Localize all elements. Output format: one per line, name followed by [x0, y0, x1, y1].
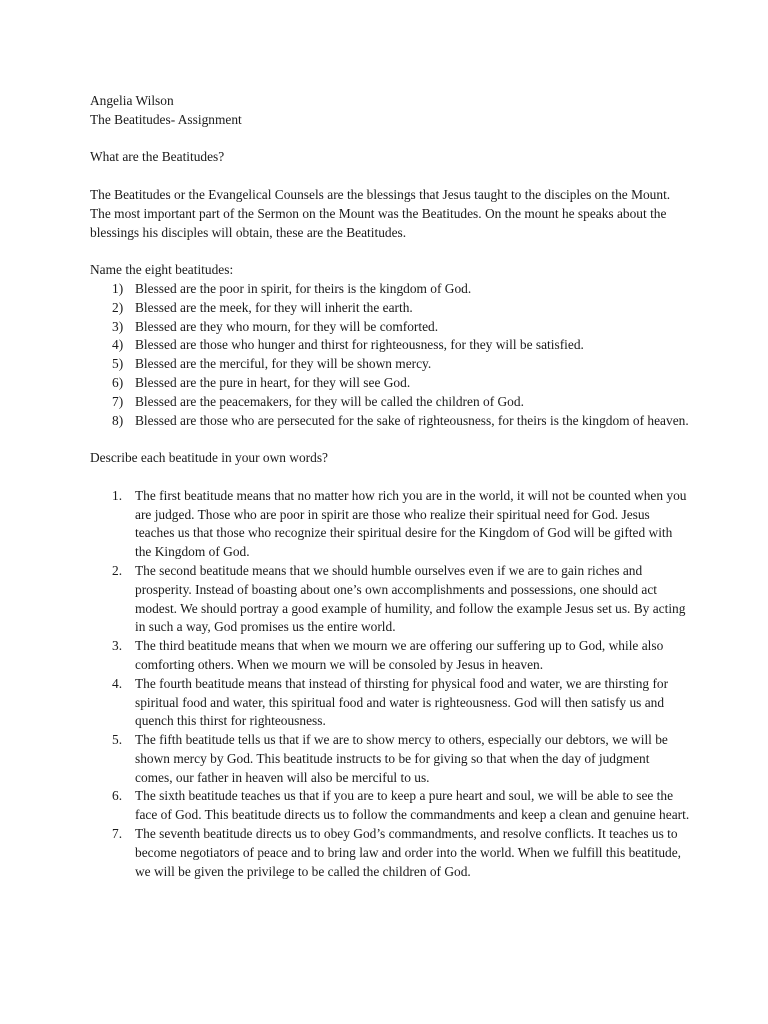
list-item-number: 7)	[112, 393, 124, 409]
list-item	[90, 562, 690, 637]
list-item-number: 4)	[112, 337, 124, 353]
list-item	[90, 412, 690, 431]
list-item	[90, 355, 690, 374]
answer-what-are-beatitudes: The Beatitudes or the Evangelical Counsels are the blessings that Jesus taught to the disciples on the Mount. The most important part of the Sermon on the Mount was the Beatitudes. On the mount he speaks about the blessings his disciples will obtain, these are the Beatitudes.	[90, 186, 671, 240]
list-item-text: The sixth beatitude teaches us that if you are to keep a pure heart and soul, we will be able to see the face of God. This beatitude directs us to follow the commandments and keep a clean and genuine heart.	[135, 788, 690, 823]
list-item-text: Blessed are the pure in heart, for they will see God.	[135, 374, 411, 390]
list-item	[90, 336, 690, 355]
list-item	[90, 374, 690, 393]
list-item	[90, 731, 690, 787]
list-item	[90, 318, 690, 337]
list-item-number: 1.	[112, 487, 123, 503]
list-item-text: The fifth beatitude tells us that if we are to show mercy to others, especially our debtors, we will be shown mercy by God. This beatitude instructs to be for giving so that when the day of judgment comes, our father in heaven will also be merciful to us.	[135, 732, 668, 785]
list-item-text: Blessed are those who hunger and thirst for righteousness, for they will be satisfied.	[135, 337, 584, 353]
list-item-number: 8)	[112, 412, 124, 428]
list-item-number: 5.	[112, 732, 123, 748]
list-item-text: Blessed are the poor in spirit, for theirs is the kingdom of God.	[135, 280, 472, 296]
list-item-text: The seventh beatitude directs us to obey God’s commandments, and resolve conflicts. It teaches us to become negotiators of peace and to bring law and order into the world. When we fulfill this beatitude, we will be given the privilege to be called the children of God.	[135, 826, 681, 879]
list-item	[90, 280, 690, 299]
spacer	[90, 167, 690, 186]
list-item	[90, 393, 690, 412]
list-item-number: 6.	[112, 788, 123, 804]
document-page	[90, 92, 690, 881]
list-item	[90, 487, 690, 562]
spacer	[90, 468, 690, 487]
question-describe-beatitudes: Describe each beatitude in your own words?	[90, 450, 328, 466]
list-item-text: The third beatitude means that when we mourn we are offering our suffering up to God, while also comforting others. When we mourn we will be consoled by Jesus in heaven.	[135, 638, 664, 672]
question-name-eight-beatitudes: Name the eight beatitudes:	[90, 262, 234, 278]
assignment-title: The Beatitudes- Assignment	[90, 111, 242, 127]
list-item-text: The fourth beatitude means that instead of thirsting for physical food and water, we are thirsting for spiritual food and water, this spiritual food and water is righteousness. God will then satisfy us and quench this thirst for righteousness.	[135, 675, 669, 729]
author-name: Angelia Wilson	[90, 93, 174, 108]
list-item-text: Blessed are the merciful, for they will be shown mercy.	[135, 356, 432, 372]
list-item-number: 5)	[112, 356, 124, 372]
spacer	[90, 242, 690, 261]
list-item-number: 2.	[112, 562, 123, 578]
list-item-number: 6)	[112, 374, 124, 390]
question-what-are-beatitudes: What are the Beatitudes?	[90, 149, 225, 165]
list-item-number: 2)	[112, 299, 124, 315]
list-item-number: 1)	[112, 280, 124, 296]
list-item-number: 3.	[112, 638, 123, 654]
list-item	[90, 825, 690, 881]
list-item	[90, 637, 690, 675]
list-item	[90, 299, 690, 318]
list-item-text: The second beatitude means that we should humble ourselves even if we are to gain riches and prosperity. Instead of boasting about one’s own accomplishments and possessions, one should act modest. We should portray a good example of humility, and follow the example Jesus set us. By acting in such a way, God promises us the entire world.	[135, 562, 686, 635]
spacer	[90, 130, 690, 149]
list-item-text: Blessed are the peacemakers, for they will be called the children of God.	[135, 393, 524, 409]
beatitude-descriptions-list	[90, 487, 690, 882]
list-item-number: 3)	[112, 318, 124, 334]
beatitudes-list	[90, 280, 690, 430]
spacer	[90, 430, 690, 449]
list-item-text: Blessed are the meek, for they will inherit the earth.	[135, 299, 413, 315]
list-item	[90, 675, 690, 731]
list-item-text: Blessed are those who are persecuted for the sake of righteousness, for theirs is the kingdom of heaven.	[135, 412, 689, 428]
list-item-number: 4.	[112, 675, 123, 691]
list-item-number: 7.	[112, 826, 123, 842]
list-item	[90, 787, 690, 825]
list-item-text: Blessed are they who mourn, for they will be comforted.	[135, 318, 439, 334]
list-item-text: The first beatitude means that no matter how rich you are in the world, it will not be counted when you are judged. Those who are poor in spirit are those who realize their spiritual need for God. Jesus teaches us that those who recognize their spiritual desire for the Kingdom of God will be gifted with the Kingdom of God.	[135, 487, 687, 560]
